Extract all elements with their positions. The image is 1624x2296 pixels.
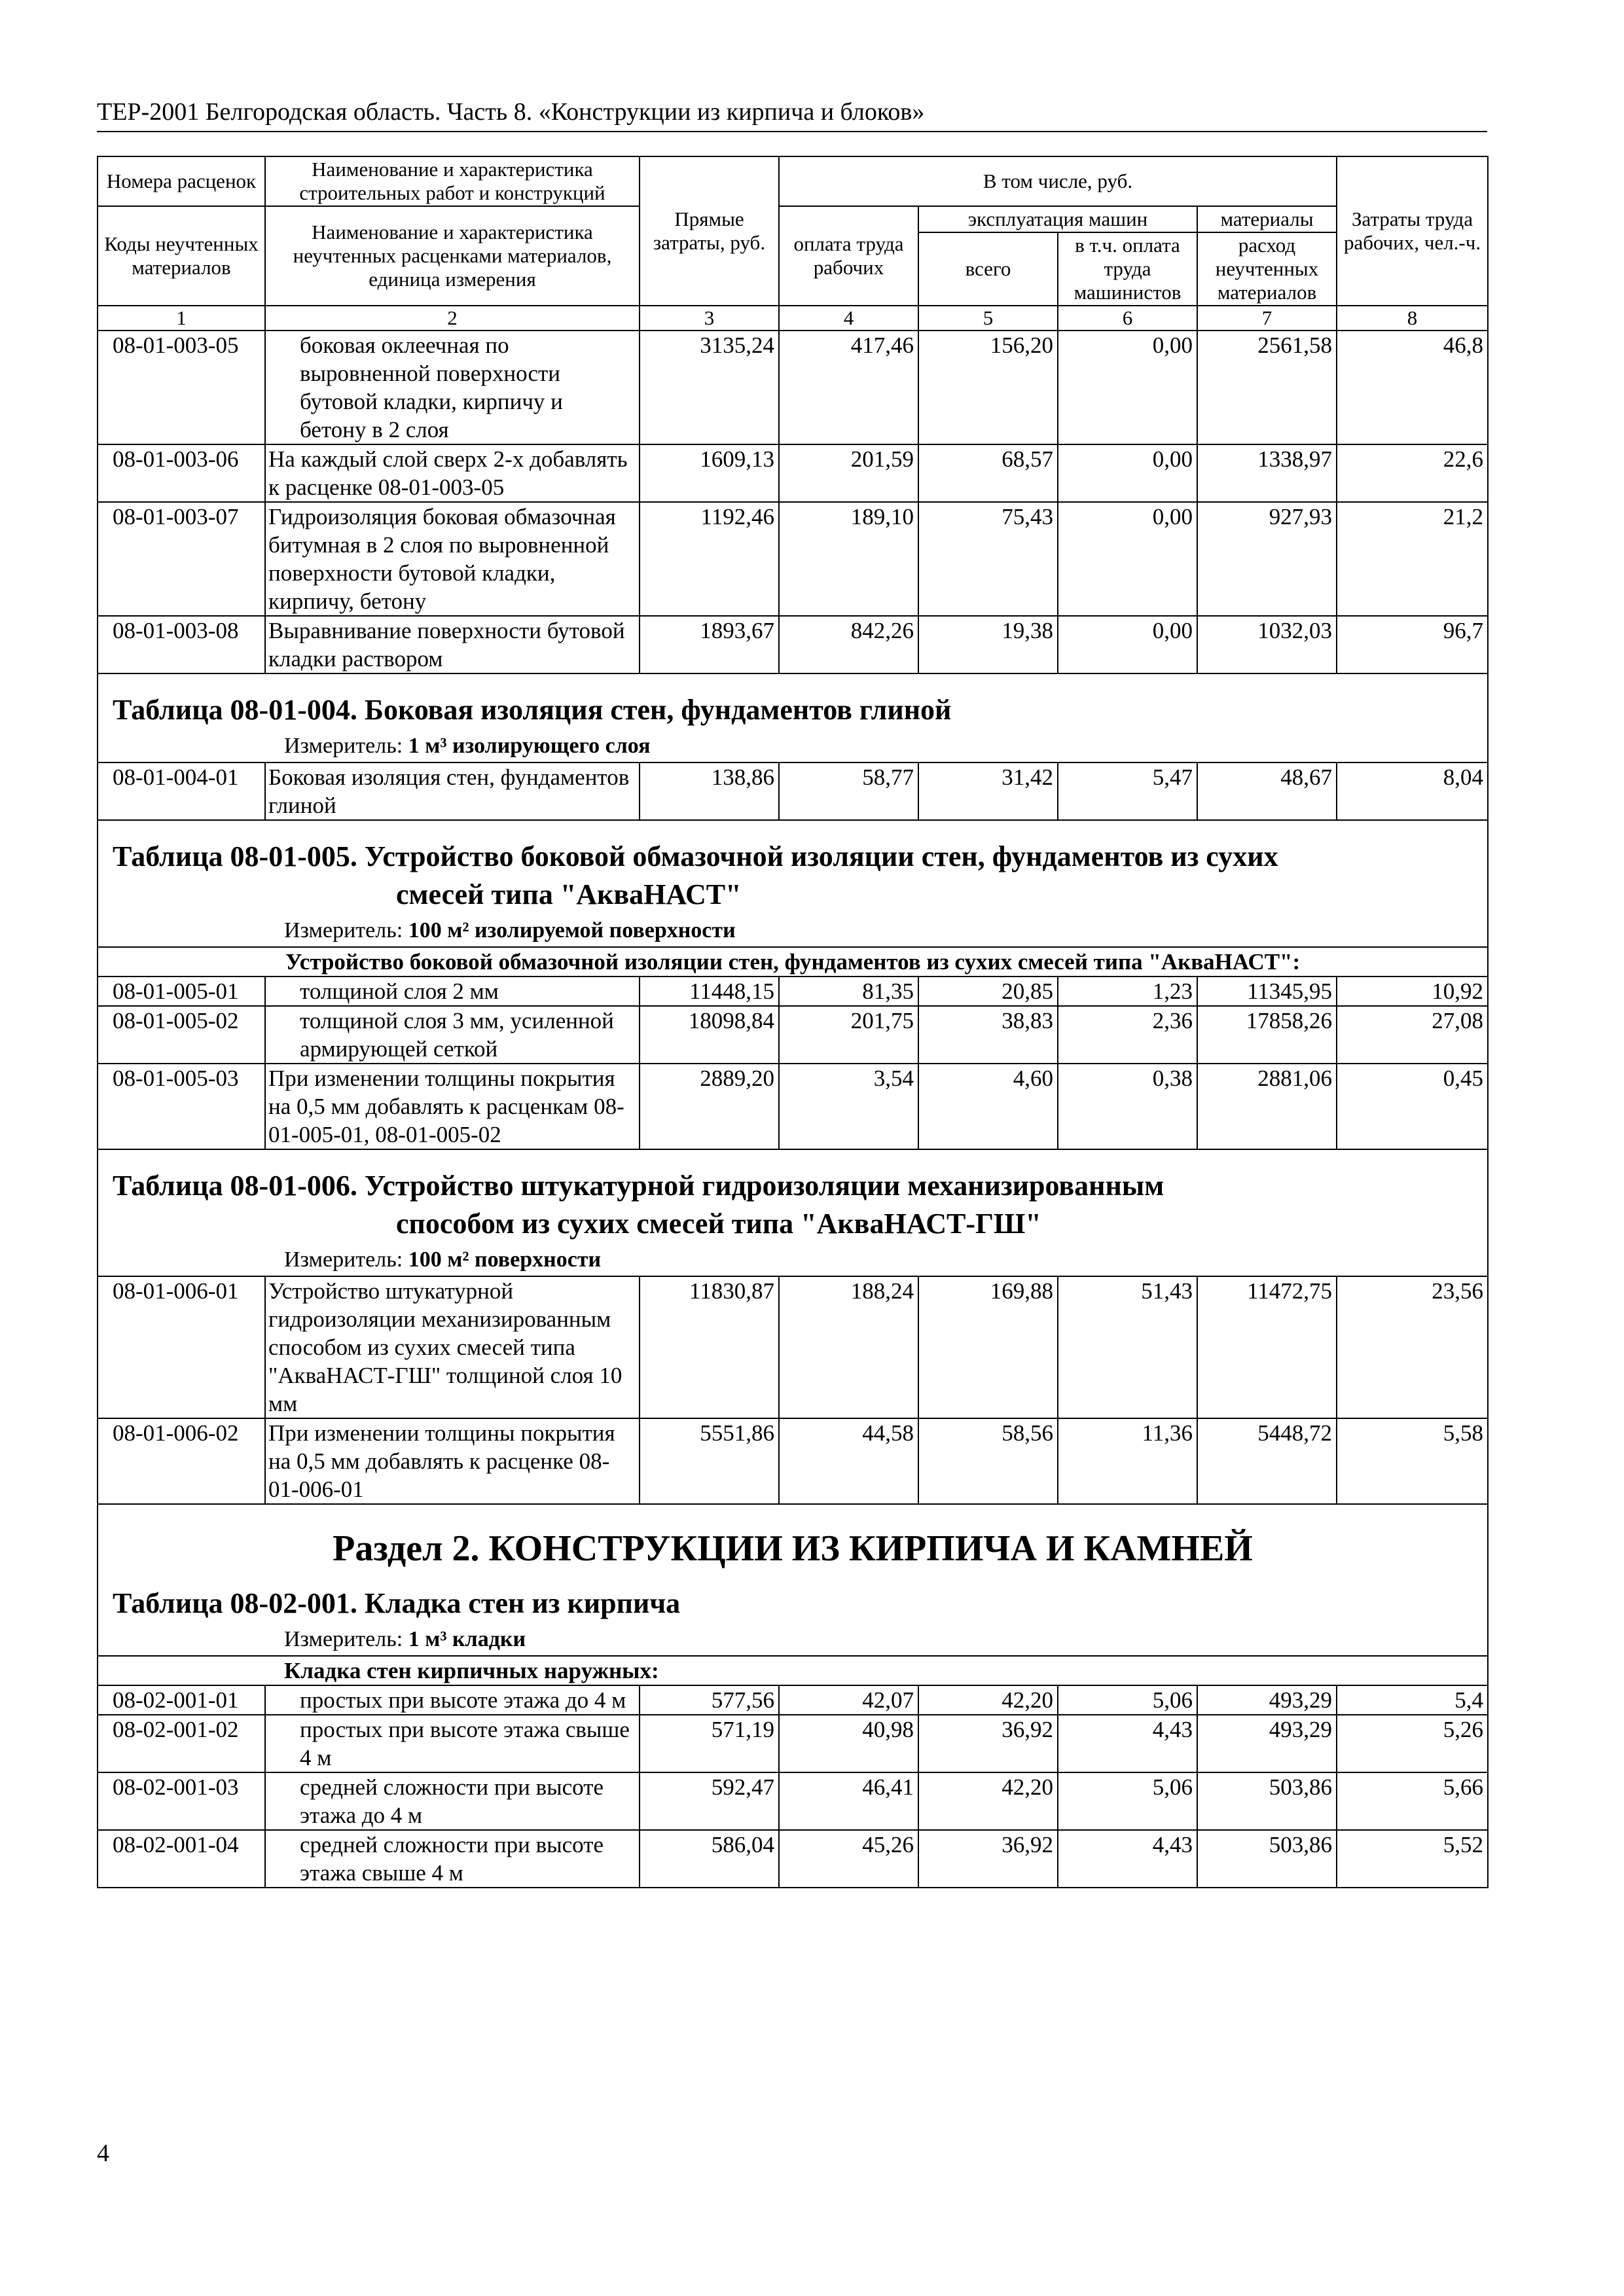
- measure-label: Измеритель:: [284, 734, 403, 758]
- labor-hours: 22,6: [1337, 444, 1488, 502]
- materials: 927,93: [1197, 502, 1337, 616]
- rate-name: При изменении толщины покрытия на 0,5 мм добавлять к расценкам 08-01-005-01, 08-01-005-02: [265, 1064, 640, 1149]
- section-header-005: [98, 820, 1488, 947]
- col-work-name-header: Наименование и характеристика строительных работ и конструкций: [265, 156, 640, 206]
- group-title: Кладка стен кирпичных наружных:: [98, 1656, 1488, 1685]
- machines-total: 19,38: [918, 616, 1058, 673]
- table-row: [98, 1276, 1488, 1418]
- machinists-wages: 0,00: [1058, 502, 1197, 616]
- machines-total: 36,92: [918, 1715, 1058, 1772]
- materials: 11472,75: [1197, 1276, 1337, 1418]
- wages: 40,98: [779, 1715, 918, 1772]
- rates-table-container: [97, 156, 1487, 1888]
- labor-hours: 46,8: [1337, 331, 1488, 444]
- direct-costs: 1192,46: [640, 502, 779, 616]
- machinists-wages: 4,43: [1058, 1715, 1197, 1772]
- rate-name: Боковая изоляция стен, фундаментов глиной: [265, 762, 640, 820]
- col-machinists-wages-header: в т.ч. оплата труда машинистов: [1058, 232, 1197, 306]
- machinists-wages: 0,00: [1058, 444, 1197, 502]
- table-row: [98, 1685, 1488, 1715]
- table-row: [98, 1830, 1488, 1888]
- machines-total: 58,56: [918, 1418, 1058, 1504]
- rate-code: 08-02-001-04: [98, 1830, 265, 1888]
- direct-costs: 11448,15: [640, 977, 779, 1006]
- measure-unit: 100 м² изолируемой поверхности: [408, 918, 736, 942]
- measure-unit: 1 м³ изолирующего слоя: [408, 734, 651, 758]
- materials: 503,86: [1197, 1772, 1337, 1830]
- wages: 81,35: [779, 977, 918, 1006]
- rate-name: Устройство штукатурной гидроизоляции механизированным способом из сухих смесей типа "АкваНАСТ-ГШ" толщиной слоя 10 мм: [265, 1276, 640, 1418]
- table-row: [98, 616, 1488, 673]
- col-including-header: В том числе, руб.: [779, 156, 1337, 206]
- machinists-wages: 0,00: [1058, 616, 1197, 673]
- page-header: ТЕР-2001 Белгородская область. Часть 8. «Конструкции из кирпича и блоков»: [97, 97, 1487, 132]
- col-number: 1: [98, 306, 265, 331]
- col-wages-header: оплата труда рабочих: [779, 206, 918, 306]
- rate-name: При изменении толщины покрытия на 0,5 мм добавлять к расценке 08-01-006-01: [265, 1418, 640, 1504]
- table-title-line2: смесей типа "АкваНАСТ": [396, 878, 742, 910]
- labor-hours: 23,56: [1337, 1276, 1488, 1418]
- measure-label: Измеритель:: [284, 918, 403, 942]
- rates-table: [97, 156, 1489, 1888]
- section-title: Раздел 2. КОНСТРУКЦИИ ИЗ КИРПИЧА И КАМНЕЙ: [333, 1528, 1253, 1569]
- rate-code: 08-02-001-02: [98, 1715, 265, 1772]
- direct-costs: 1609,13: [640, 444, 779, 502]
- machines-total: 4,60: [918, 1064, 1058, 1149]
- rate-code: 08-02-001-01: [98, 1685, 265, 1715]
- rate-code: 08-01-004-01: [98, 762, 265, 820]
- col-machines-total-header: всего: [918, 232, 1058, 306]
- direct-costs: 18098,84: [640, 1006, 779, 1064]
- section-header-201: [98, 1504, 1488, 1656]
- measure-unit: 100 м² поверхности: [408, 1247, 602, 1272]
- rate-code: 08-01-003-07: [98, 502, 265, 616]
- col-number: 3: [640, 306, 779, 331]
- rate-name: На каждый слой сверх 2-х добавлять к расценке 08-01-003-05: [265, 444, 640, 502]
- labor-hours: 8,04: [1337, 762, 1488, 820]
- wages: 201,75: [779, 1006, 918, 1064]
- materials: 5448,72: [1197, 1418, 1337, 1504]
- table-title: Таблица 08-01-004. Боковая изоляция стен, фундаментов глиной: [113, 694, 952, 726]
- col-number: 8: [1337, 306, 1488, 331]
- wages: 188,24: [779, 1276, 918, 1418]
- machines-total: 31,42: [918, 762, 1058, 820]
- direct-costs: 586,04: [640, 1830, 779, 1888]
- rate-code: 08-01-003-08: [98, 616, 265, 673]
- machinists-wages: 5,47: [1058, 762, 1197, 820]
- labor-hours: 0,45: [1337, 1064, 1488, 1149]
- col-materials-header: материалы: [1197, 206, 1337, 232]
- measure-line: [98, 914, 1487, 946]
- table-title: Таблица 08-02-001. Кладка стен из кирпича: [113, 1587, 681, 1619]
- rate-name: простых при высоте этажа до 4 м: [265, 1685, 640, 1715]
- section-header-006: [98, 1149, 1488, 1276]
- table-row: [98, 762, 1488, 820]
- col-number: 2: [265, 306, 640, 331]
- table-row: [98, 444, 1488, 502]
- col-number: 5: [918, 306, 1058, 331]
- wages: 42,07: [779, 1685, 918, 1715]
- direct-costs: 577,56: [640, 1685, 779, 1715]
- machinists-wages: 0,00: [1058, 331, 1197, 444]
- col-rate-numbers-header: Номера расценок: [98, 156, 265, 206]
- table-row: [98, 1006, 1488, 1064]
- wages: 417,46: [779, 331, 918, 444]
- machinists-wages: 2,36: [1058, 1006, 1197, 1064]
- direct-costs: 592,47: [640, 1772, 779, 1830]
- machinists-wages: 0,38: [1058, 1064, 1197, 1149]
- direct-costs: 1893,67: [640, 616, 779, 673]
- rate-code: 08-01-003-05: [98, 331, 265, 444]
- group-row: [98, 947, 1488, 977]
- labor-hours: 96,7: [1337, 616, 1488, 673]
- direct-costs: 2889,20: [640, 1064, 779, 1149]
- rate-name: средней сложности при высоте этажа свыше 4 м: [265, 1830, 640, 1888]
- header-row-1: [98, 156, 1488, 206]
- materials: 493,29: [1197, 1715, 1337, 1772]
- materials: 1338,97: [1197, 444, 1337, 502]
- table-title-line1: Таблица 08-01-006. Устройство штукатурной гидроизоляции механизированным: [113, 1170, 1164, 1202]
- rate-code: 08-01-005-02: [98, 1006, 265, 1064]
- wages: 3,54: [779, 1064, 918, 1149]
- rate-code: 08-01-003-06: [98, 444, 265, 502]
- materials: 503,86: [1197, 1830, 1337, 1888]
- table-row: [98, 977, 1488, 1006]
- wages: 189,10: [779, 502, 918, 616]
- section-header-004: [98, 673, 1488, 762]
- machines-total: 156,20: [918, 331, 1058, 444]
- machinists-wages: 1,23: [1058, 977, 1197, 1006]
- machinists-wages: 11,36: [1058, 1418, 1197, 1504]
- rate-code: 08-02-001-03: [98, 1772, 265, 1830]
- direct-costs: 11830,87: [640, 1276, 779, 1418]
- labor-hours: 5,58: [1337, 1418, 1488, 1504]
- col-labor-hours-header: Затраты труда рабочих, чел.-ч.: [1337, 156, 1488, 306]
- col-unaccounted-materials-header: расход неучтенных материалов: [1197, 232, 1337, 306]
- table-title: [98, 821, 1487, 914]
- measure-unit: 1 м³ кладки: [408, 1627, 526, 1651]
- measure-label: Измеритель:: [284, 1247, 403, 1272]
- measure-line: [98, 729, 1487, 762]
- wages: 44,58: [779, 1418, 918, 1504]
- rate-name: боковая оклеечная по выровненной поверхности бутовой кладки, кирпичу и бетону в 2 слоя: [265, 331, 640, 444]
- labor-hours: 5,66: [1337, 1772, 1488, 1830]
- rate-name: Гидроизоляция боковая обмазочная битумная в 2 слоя по выровненной поверхности бутовой кладки, кирпичу, бетону: [265, 502, 640, 616]
- page-number: 4: [97, 2140, 109, 2167]
- rate-code: 08-01-006-02: [98, 1418, 265, 1504]
- materials: 493,29: [1197, 1685, 1337, 1715]
- labor-hours: 5,26: [1337, 1715, 1488, 1772]
- table-row: [98, 1772, 1488, 1830]
- col-number: 4: [779, 306, 918, 331]
- materials: 11345,95: [1197, 977, 1337, 1006]
- table-row: [98, 1715, 1488, 1772]
- measure-line: [98, 1243, 1487, 1276]
- col-machines-header: эксплуатация машин: [918, 206, 1197, 232]
- labor-hours: 27,08: [1337, 1006, 1488, 1064]
- wages: 201,59: [779, 444, 918, 502]
- wages: 46,41: [779, 1772, 918, 1830]
- table-title-line2: способом из сухих смесей типа "АкваНАСТ-ГШ": [396, 1208, 1041, 1240]
- labor-hours: 10,92: [1337, 977, 1488, 1006]
- direct-costs: 138,86: [640, 762, 779, 820]
- machines-total: 20,85: [918, 977, 1058, 1006]
- col-number: 6: [1058, 306, 1197, 331]
- materials: 1032,03: [1197, 616, 1337, 673]
- materials: 2881,06: [1197, 1064, 1337, 1149]
- machinists-wages: 5,06: [1058, 1685, 1197, 1715]
- wages: 58,77: [779, 762, 918, 820]
- table-row: [98, 1064, 1488, 1149]
- table-title: [98, 1150, 1487, 1243]
- col-direct-costs-header: Прямые затраты, руб.: [640, 156, 779, 306]
- machines-total: 68,57: [918, 444, 1058, 502]
- measure-label: Измеритель:: [284, 1627, 403, 1651]
- labor-hours: 5,4: [1337, 1685, 1488, 1715]
- machines-total: 75,43: [918, 502, 1058, 616]
- rate-name: средней сложности при высоте этажа до 4 м: [265, 1772, 640, 1830]
- group-row: [98, 1656, 1488, 1685]
- column-numbers-row: [98, 306, 1488, 331]
- table-row: [98, 1418, 1488, 1504]
- materials: 17858,26: [1197, 1006, 1337, 1064]
- wages: 45,26: [779, 1830, 918, 1888]
- table-title-line1: Таблица 08-01-005. Устройство боковой обмазочной изоляции стен, фундаментов из сухих: [113, 840, 1278, 872]
- rate-name: Выравнивание поверхности бутовой кладки раствором: [265, 616, 640, 673]
- labor-hours: 5,52: [1337, 1830, 1488, 1888]
- machines-total: 36,92: [918, 1830, 1058, 1888]
- header-row-2: [98, 206, 1488, 232]
- rate-name: толщиной слоя 3 мм, усиленной армирующей сеткой: [265, 1006, 640, 1064]
- machinists-wages: 5,06: [1058, 1772, 1197, 1830]
- direct-costs: 5551,86: [640, 1418, 779, 1504]
- wages: 842,26: [779, 616, 918, 673]
- col-material-name-header: Наименование и характеристика неучтенных расценками материалов, единица измерения: [265, 206, 640, 306]
- labor-hours: 21,2: [1337, 502, 1488, 616]
- rate-name: простых при высоте этажа свыше 4 м: [265, 1715, 640, 1772]
- machines-total: 42,20: [918, 1685, 1058, 1715]
- rate-code: 08-01-006-01: [98, 1276, 265, 1418]
- direct-costs: 571,19: [640, 1715, 779, 1772]
- materials: 48,67: [1197, 762, 1337, 820]
- direct-costs: 3135,24: [640, 331, 779, 444]
- rate-code: 08-01-005-03: [98, 1064, 265, 1149]
- col-material-codes-header: Коды неучтенных материалов: [98, 206, 265, 306]
- machinists-wages: 51,43: [1058, 1276, 1197, 1418]
- col-number: 7: [1197, 306, 1337, 331]
- table-row: [98, 502, 1488, 616]
- group-title: Устройство боковой обмазочной изоляции стен, фундаментов из сухих смесей типа "АкваНАСТ":: [98, 947, 1488, 977]
- machines-total: 169,88: [918, 1276, 1058, 1418]
- measure-line: [98, 1623, 1487, 1655]
- machines-total: 42,20: [918, 1772, 1058, 1830]
- rate-code: 08-01-005-01: [98, 977, 265, 1006]
- machines-total: 38,83: [918, 1006, 1058, 1064]
- machinists-wages: 4,43: [1058, 1830, 1197, 1888]
- materials: 2561,58: [1197, 331, 1337, 444]
- rate-name: толщиной слоя 2 мм: [265, 977, 640, 1006]
- table-row: [98, 331, 1488, 444]
